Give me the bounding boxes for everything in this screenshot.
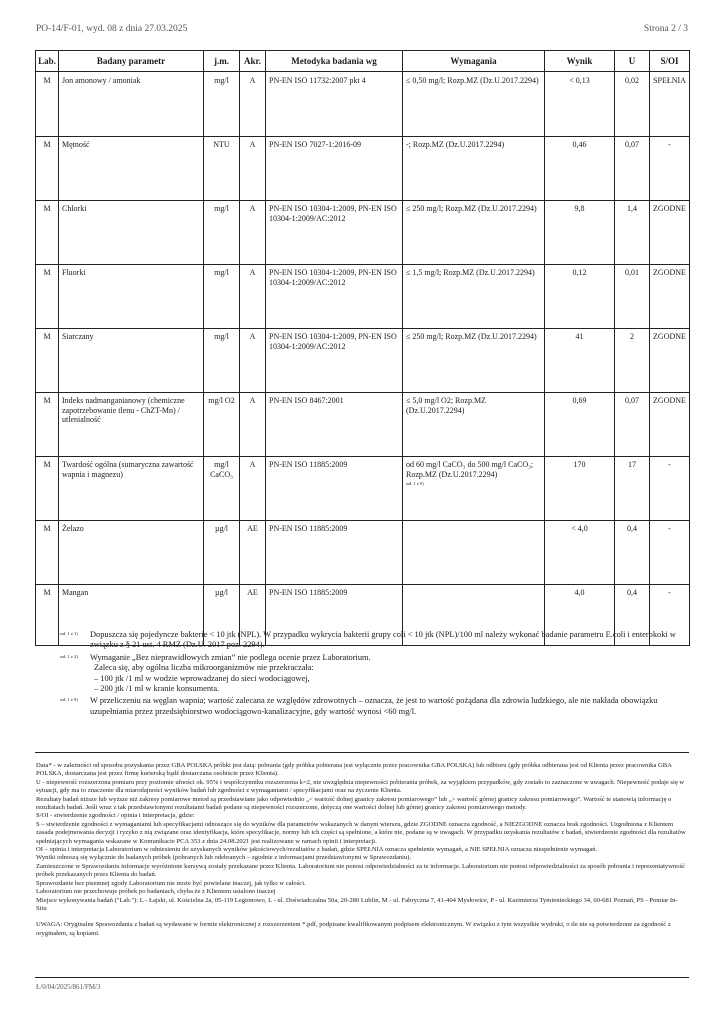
cell-uncertainty: 0,02 <box>615 72 650 137</box>
cell-uncertainty: 2 <box>615 329 650 393</box>
cell-parameter: Twardość ogólna (sumaryczna zawartość wapnia i magnezu) <box>59 457 204 521</box>
cell-soi: - <box>650 585 690 646</box>
cell-soi: - <box>650 137 690 201</box>
cell-parameter: Siarczany <box>59 329 204 393</box>
cell-unit: µg/l <box>204 521 240 585</box>
note-tag: zał. 1 z 9) <box>60 697 78 703</box>
cell-unit: mg/l <box>204 329 240 393</box>
footer-warning: UWAGA: Oryginalne Sprawozdania z badań są wydawane w formie elektronicznej z rozszerzeniem *.pdf, podpisane kwalifikowanym podpisem elektronicznym. W związku z tym wszystkie wydruki, o ile nie są potwierdzone za zgodność z oryginałem, są kopiami. <box>36 921 671 937</box>
cell-lab: M <box>36 521 59 585</box>
cell-method: PN-EN ISO 10304-1:2009, PN-EN ISO 10304-1:2009/AC:2012 <box>266 201 403 265</box>
cell-akr: A <box>240 265 266 329</box>
cell-result: 0,46 <box>545 137 615 201</box>
cell-uncertainty: 0,4 <box>615 521 650 585</box>
note-tag: zał. 1 z 1) <box>60 631 78 636</box>
cell-requirements: -; Rozp.MZ (Dz.U.2017.2294) <box>403 137 545 201</box>
cell-unit: mg/l O2 <box>204 393 240 457</box>
note-2 <box>60 653 690 695</box>
cell-result: 9,8 <box>545 201 615 265</box>
cell-soi: SPEŁNIA <box>650 72 690 137</box>
cell-method: PN-EN ISO 10304-1:2009, PN-EN ISO 10304-1:2009/AC:2012 <box>266 329 403 393</box>
col-header-unit: j.m. <box>204 51 240 72</box>
cell-soi: ZGODNE <box>650 201 690 265</box>
cell-akr: A <box>240 457 266 521</box>
cell-lab: M <box>36 329 59 393</box>
cell-akr: A <box>240 137 266 201</box>
bottom-document-code: Ł/0/04/2025/861/FM/3 <box>36 983 101 991</box>
note-tag: zał. 1 z 2) <box>60 653 78 659</box>
table-row <box>36 201 690 265</box>
footer-line: Rezultaty badań niższe lub wyższe niż zakresy pomiarowe metod są przedstawiane jako odpowiednio „< wartość dolnej granicy zakresu pomiarowego” lub „> wartość górnej granicy zakresu pomiarowego”. Wartość te stanowią informację o rezultatach badań. Jeśli wraz z tak przedstawionymi rezultatami badań podane są niepewności rozszerzone, dotyczą one wartości dolnej lub górnej granicy zakresu pomiarowego metody. <box>36 795 672 812</box>
cell-unit: mg/l <box>204 201 240 265</box>
cell-parameter: Jon amonowy / amoniak <box>59 72 204 137</box>
cell-unit: NTU <box>204 137 240 201</box>
footer-line: Data* - w zależności od sposobu pozyskania przez GBA POLSKA próbki jest datą: pobrania (gdy próbka pobierana jest wyłącznie przez pracownika GBA POLSKA) lub odbioru (gdy próbka odbierana jest od Klienta przez pracownika GBA POLSKA, dostarczana jest przez firmę kurierską bądź dostarczana osobiście przez Klienta). <box>36 762 672 778</box>
cell-parameter: Mangan <box>59 585 204 646</box>
note-text: Dopuszcza się pojedyncze bakterie < 10 jtk (NPL). W przypadku wykrycia bakterii grupy coli < 10 jtk (NPL)/100 ml należy wykonać badanie parametru E.coli i enterokoki w związku z § 21 ust. 4 RMZ (Dz.U. 2017 poz. 2294). <box>90 630 676 650</box>
cell-parameter: Chlorki <box>59 201 204 265</box>
cell-lab: M <box>36 393 59 457</box>
footer-line: Miejsce wykonywania badań ("Lab."): L - Łajski, ul. Kościelna 2a, 05-119 Legionowo, L - ul. Doświadczalna 50a, 20-280 Lublin, M - ul. Fabryczna 7, 41-404 Mysłowice, P - ul. Kazimierza Tymienieckiego 34, 60-681 Poznań, PS - Pomiar In-Situ <box>36 896 678 912</box>
note-text: – 200 jtk /1 ml w kranie konsumenta. <box>94 684 220 694</box>
cell-unit: mg/l <box>204 265 240 329</box>
cell-akr: AE <box>240 585 266 646</box>
cell-method: PN-EN ISO 7027-1:2016-09 <box>266 137 403 201</box>
footer-line: Wyniki odnoszą się wyłącznie do badanych próbek (pobranych lub odebranych – zgodnie z informacjami przedstawionymi w Sprawozdaniu). <box>36 854 412 862</box>
cell-result: < 4,0 <box>545 521 615 585</box>
note-text: W przeliczeniu na węglan wapnia; wartość zalecana ze względów zdrowotnych – oznacza, że jest to wartość pożądana dla zdrowia ludzkiego, ale nie nakłada obowiązku uzupełniania przez przedsiębiorstwo wodociągowo-kanalizacyjne, gdy wartość wynosi <60 mg/l. <box>90 696 658 716</box>
note-3 <box>60 696 690 717</box>
cell-akr: A <box>240 72 266 137</box>
requirement-text: od 60 mg/l CaCO₃ do 500 mg/l CaCO₃; Rozp.MZ (Dz.U.2017.2294) <box>406 460 534 479</box>
cell-lab: M <box>36 457 59 521</box>
cell-soi: ZGODNE <box>650 329 690 393</box>
cell-soi: ZGODNE <box>650 265 690 329</box>
footer-line: U - niepewność rozszerzona pomiaru przy poziomie ufności ok. 95% i współczynniku rozszerzenia k=2, nie uwzględnia niepewności pobierania próbek, za wyjątkiem przypadków, gdy zostało to zaznaczone w uwagach. Niepewność podaje się w sytuacji, gdy ma to znaczenie dla miarodajności wyników badań lub zgodności z wymaganiami / specyfikacjami oraz na życzenie Klienta. <box>36 778 685 795</box>
cell-parameter: Żelazo <box>59 521 204 585</box>
cell-parameter: Indeks nadmanganianowy (chemiczne zapotrzebowanie tlenu - ChZT-Mn) / utlenialność <box>59 393 204 457</box>
footer-legend <box>36 762 688 938</box>
cell-requirements: ≤ 250 mg/l; Rozp.MZ (Dz.U.2017.2294) <box>403 201 545 265</box>
cell-requirements: ≤ 0,50 mg/l; Rozp.MZ (Dz.U.2017.2294) <box>403 72 545 137</box>
col-header-uncertainty: U <box>615 51 650 72</box>
cell-uncertainty: 0,4 <box>615 585 650 646</box>
col-header-method: Metodyka badania wg <box>266 51 403 72</box>
cell-akr: A <box>240 393 266 457</box>
footer-line: Zamieszczone w Sprawozdaniu informacje wyróżnione kursywą zostały przekazane przez Klienta. Laboratorium nie ponosi odpowiedzialności za te informacje. Laboratorium nie ponosi odpowiedzialności za sposób pobrania i reprezentatywność próbek przekazanych przez Klienta do badań. <box>36 862 686 879</box>
cell-soi: - <box>650 521 690 585</box>
cell-result: 0,69 <box>545 393 615 457</box>
cell-method: PN-EN ISO 11885:2009 <box>266 521 403 585</box>
cell-method: PN-EN ISO 11885:2009 <box>266 457 403 521</box>
cell-uncertainty: 0,01 <box>615 265 650 329</box>
col-header-lab: Lab. <box>36 51 59 72</box>
table-row <box>36 521 690 585</box>
table-row <box>36 329 690 393</box>
cell-requirements: ≤ 1,5 mg/l; Rozp.MZ (Dz.U.2017.2294) <box>403 265 545 329</box>
cell-soi: ZGODNE <box>650 393 690 457</box>
table-row <box>36 137 690 201</box>
cell-requirements <box>403 521 545 585</box>
cell-requirements: ≤ 250 mg/l; Rozp.MZ (Dz.U.2017.2294) <box>403 329 545 393</box>
cell-method: PN-EN ISO 10304-1:2009, PN-EN ISO 10304-1:2009/AC:2012 <box>266 265 403 329</box>
cell-lab: M <box>36 585 59 646</box>
cell-lab: M <box>36 201 59 265</box>
note-1 <box>60 630 690 651</box>
cell-unit: µg/l <box>204 585 240 646</box>
cell-result: 4,0 <box>545 585 615 646</box>
results-table <box>35 50 690 646</box>
footer-line: OI – opinia i interpretacja Laboratorium w odniesieniu do uzyskanych wyników jakościowych/rezultatów z badań, gdzie SPEŁNIA oznacza spełnienie wymagań, a NIE SPEŁNIA oznacza niespełnienie wymagań. <box>36 846 598 854</box>
col-header-requirements: Wymagania <box>403 51 545 72</box>
document-code: PO-14/F-01, wyd. 08 z dnia 27.03.2025 <box>36 24 188 34</box>
cell-lab: M <box>36 265 59 329</box>
cell-parameter: Fluorki <box>59 265 204 329</box>
cell-akr: A <box>240 329 266 393</box>
note-text: Wymaganie „Bez nieprawidłowych zmian” nie podlega ocenie przez Laboratorium. <box>90 652 371 662</box>
page-number: Strona 2 / 3 <box>643 24 688 34</box>
table-notes <box>60 630 690 719</box>
cell-akr: AE <box>240 521 266 585</box>
cell-unit: mg/l CaCO₃ <box>204 457 240 521</box>
col-header-akr: Akr. <box>240 51 266 72</box>
table-row <box>36 72 690 137</box>
cell-akr: A <box>240 201 266 265</box>
cell-uncertainty: 0,07 <box>615 137 650 201</box>
footer-line: Laboratorium nie przechowuje próbek po badaniach, chyba że z Klientem ustalono inaczej <box>36 888 276 896</box>
table-row <box>36 265 690 329</box>
footer-line: Sprawozdanie bez pisemnej zgody Laboratorium nie może być powielane inaczej, jak tylko w całości. <box>36 879 306 887</box>
cell-parameter: Mętność <box>59 137 204 201</box>
cell-uncertainty: 0,07 <box>615 393 650 457</box>
footer-line: S/OI - stwierdzenie zgodności / opinia i interpretacja, gdzie: <box>36 812 195 820</box>
requirement-note-ref: zał. 1 z 9) <box>406 481 424 486</box>
col-header-result: Wynik <box>545 51 615 72</box>
cell-result: < 0,13 <box>545 72 615 137</box>
cell-result: 0,12 <box>545 265 615 329</box>
cell-requirements: ≤ 5,0 mg/l O2; Rozp.MZ (Dz.U.2017.2294) <box>403 393 545 457</box>
cell-result: 41 <box>545 329 615 393</box>
col-header-soi: S/OI <box>650 51 690 72</box>
cell-lab: M <box>36 72 59 137</box>
cell-method: PN-EN ISO 11732:2007 pkt 4 <box>266 72 403 137</box>
cell-lab: M <box>36 137 59 201</box>
divider <box>35 752 689 753</box>
cell-method: PN-EN ISO 11885:2009 <box>266 585 403 646</box>
note-text: – 100 jtk /1 ml w wodzie wprowadzanej do sieci wodociągowej, <box>94 673 310 683</box>
divider <box>35 977 689 978</box>
cell-method: PN-EN ISO 8467:2001 <box>266 393 403 457</box>
cell-soi: - <box>650 457 690 521</box>
col-header-parameter: Badany parametr <box>59 51 204 72</box>
cell-uncertainty: 1,4 <box>615 201 650 265</box>
table-row <box>36 457 690 521</box>
cell-result: 170 <box>545 457 615 521</box>
cell-unit: mg/l <box>204 72 240 137</box>
footer-line: S – stwierdzenie zgodności z wymaganiami lub specyfikacjami odnoszące się do wyników dla parametrów wskazanych w danym wierszu, gdzie ZGODNE oznacza zgodność, a NIEZGODNE oznacza brak zgodności. Uzgodniona z Klientem zasada podejmowania decyzji i ryzyko z nią związane oraz identyfikacja, które specyfikacje, normy lub ich części są spełnione, a które nie, podane są w uwagach. W przypadku uzyskania rezultatów z badań, stwierdzenie zgodności dla rezultatów spełniających wymagania wskazane w Komunikacie PCA 353 z dnia 24.08.2021 jest realizowane w ramach opinii i interpretacji. <box>36 820 686 845</box>
cell-uncertainty: 17 <box>615 457 650 521</box>
table-row <box>36 393 690 457</box>
table-header-row <box>36 51 690 72</box>
cell-requirements <box>403 457 545 521</box>
note-text: Zaleca się, aby ogólna liczba mikroorganizmów nie przekraczała: <box>94 663 314 673</box>
